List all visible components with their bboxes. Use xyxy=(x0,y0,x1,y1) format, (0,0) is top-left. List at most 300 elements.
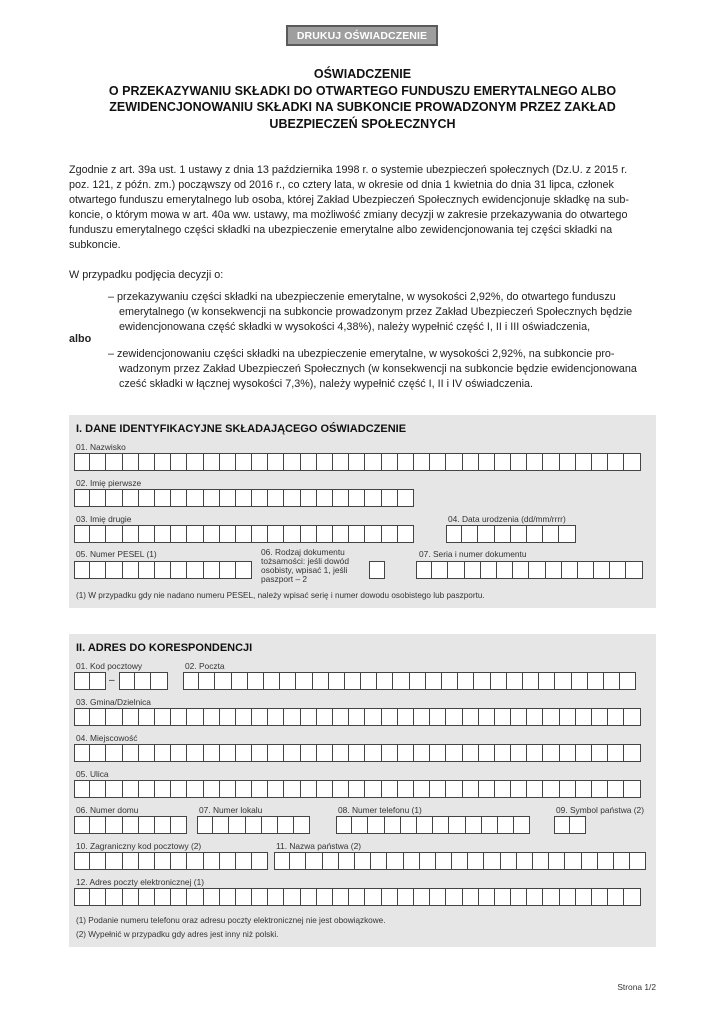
char-box[interactable] xyxy=(543,888,559,906)
char-box[interactable] xyxy=(482,816,498,834)
char-box[interactable] xyxy=(608,708,624,726)
char-box[interactable] xyxy=(448,561,464,579)
char-box[interactable] xyxy=(90,744,106,762)
char-box[interactable] xyxy=(533,852,549,870)
char-box[interactable] xyxy=(507,672,523,690)
char-box[interactable] xyxy=(106,453,122,471)
char-box[interactable] xyxy=(604,672,620,690)
commune-field[interactable] xyxy=(74,708,641,726)
char-box[interactable] xyxy=(495,453,511,471)
char-box[interactable] xyxy=(576,744,592,762)
char-box[interactable] xyxy=(349,525,365,543)
char-box[interactable] xyxy=(90,525,106,543)
char-box[interactable] xyxy=(220,489,236,507)
char-box[interactable] xyxy=(336,816,352,834)
char-box[interactable] xyxy=(371,852,387,870)
char-box[interactable] xyxy=(284,525,300,543)
char-box[interactable] xyxy=(468,852,484,870)
char-box[interactable] xyxy=(268,888,284,906)
char-box[interactable] xyxy=(139,453,155,471)
char-box[interactable] xyxy=(495,780,511,798)
char-box[interactable] xyxy=(517,852,533,870)
city-field[interactable] xyxy=(74,744,641,762)
char-box[interactable] xyxy=(155,744,171,762)
char-box[interactable] xyxy=(463,453,479,471)
char-box[interactable] xyxy=(90,672,106,690)
char-box[interactable] xyxy=(560,453,576,471)
char-box[interactable] xyxy=(484,852,500,870)
char-box[interactable] xyxy=(262,816,278,834)
char-box[interactable] xyxy=(333,744,349,762)
char-box[interactable] xyxy=(511,708,527,726)
char-box[interactable] xyxy=(171,744,187,762)
char-box[interactable] xyxy=(495,525,511,543)
char-box[interactable] xyxy=(171,561,187,579)
char-box[interactable] xyxy=(284,744,300,762)
char-box[interactable] xyxy=(365,525,381,543)
char-box[interactable] xyxy=(301,453,317,471)
char-box[interactable] xyxy=(398,780,414,798)
char-box[interactable] xyxy=(491,672,507,690)
char-box[interactable] xyxy=(187,852,203,870)
char-box[interactable] xyxy=(317,489,333,507)
char-box[interactable] xyxy=(171,708,187,726)
country-symbol-field[interactable] xyxy=(554,816,586,834)
char-box[interactable] xyxy=(549,852,565,870)
char-box[interactable] xyxy=(377,672,393,690)
char-box[interactable] xyxy=(382,888,398,906)
char-box[interactable] xyxy=(74,816,90,834)
char-box[interactable] xyxy=(268,453,284,471)
char-box[interactable] xyxy=(74,744,90,762)
char-box[interactable] xyxy=(317,525,333,543)
char-box[interactable] xyxy=(594,561,610,579)
char-box[interactable] xyxy=(543,453,559,471)
char-box[interactable] xyxy=(426,672,442,690)
char-box[interactable] xyxy=(529,561,545,579)
char-box[interactable] xyxy=(139,888,155,906)
char-box[interactable] xyxy=(523,672,539,690)
char-box[interactable] xyxy=(433,816,449,834)
char-box[interactable] xyxy=(333,708,349,726)
char-box[interactable] xyxy=(204,561,220,579)
country-name-field[interactable] xyxy=(274,852,646,870)
document-type-field[interactable] xyxy=(369,561,385,579)
char-box[interactable] xyxy=(306,852,322,870)
char-box[interactable] xyxy=(349,708,365,726)
char-box[interactable] xyxy=(236,525,252,543)
char-box[interactable] xyxy=(417,816,433,834)
char-box[interactable] xyxy=(598,852,614,870)
char-box[interactable] xyxy=(446,888,462,906)
char-box[interactable] xyxy=(345,672,361,690)
char-box[interactable] xyxy=(626,561,642,579)
char-box[interactable] xyxy=(576,888,592,906)
char-box[interactable] xyxy=(560,888,576,906)
char-box[interactable] xyxy=(236,780,252,798)
char-box[interactable] xyxy=(430,453,446,471)
char-box[interactable] xyxy=(562,561,578,579)
char-box[interactable] xyxy=(139,744,155,762)
char-box[interactable] xyxy=(527,525,543,543)
char-box[interactable] xyxy=(187,744,203,762)
char-box[interactable] xyxy=(479,888,495,906)
char-box[interactable] xyxy=(361,672,377,690)
char-box[interactable] xyxy=(220,525,236,543)
char-box[interactable] xyxy=(123,816,139,834)
char-box[interactable] xyxy=(123,708,139,726)
char-box[interactable] xyxy=(317,708,333,726)
char-box[interactable] xyxy=(333,525,349,543)
char-box[interactable] xyxy=(236,744,252,762)
char-box[interactable] xyxy=(513,561,529,579)
char-box[interactable] xyxy=(187,780,203,798)
char-box[interactable] xyxy=(90,852,106,870)
foreign-postal-code-field[interactable] xyxy=(74,852,268,870)
char-box[interactable] xyxy=(204,888,220,906)
char-box[interactable] xyxy=(155,489,171,507)
char-box[interactable] xyxy=(252,744,268,762)
second-name-field[interactable] xyxy=(74,525,414,543)
char-box[interactable] xyxy=(284,489,300,507)
char-box[interactable] xyxy=(592,780,608,798)
email-field[interactable] xyxy=(74,888,641,906)
char-box[interactable] xyxy=(187,888,203,906)
char-box[interactable] xyxy=(576,780,592,798)
char-box[interactable] xyxy=(155,708,171,726)
char-box[interactable] xyxy=(511,744,527,762)
char-box[interactable] xyxy=(106,852,122,870)
char-box[interactable] xyxy=(90,888,106,906)
char-box[interactable] xyxy=(511,780,527,798)
char-box[interactable] xyxy=(139,852,155,870)
char-box[interactable] xyxy=(382,780,398,798)
char-box[interactable] xyxy=(624,453,640,471)
char-box[interactable] xyxy=(446,744,462,762)
char-box[interactable] xyxy=(442,672,458,690)
char-box[interactable] xyxy=(187,489,203,507)
char-box[interactable] xyxy=(608,744,624,762)
char-box[interactable] xyxy=(204,780,220,798)
char-box[interactable] xyxy=(106,525,122,543)
char-box[interactable] xyxy=(90,453,106,471)
char-box[interactable] xyxy=(236,489,252,507)
char-box[interactable] xyxy=(90,816,106,834)
char-box[interactable] xyxy=(355,852,371,870)
char-box[interactable] xyxy=(527,780,543,798)
char-box[interactable] xyxy=(106,816,122,834)
char-box[interactable] xyxy=(220,780,236,798)
char-box[interactable] xyxy=(155,780,171,798)
char-box[interactable] xyxy=(90,561,106,579)
char-box[interactable] xyxy=(151,672,167,690)
char-box[interactable] xyxy=(301,780,317,798)
char-box[interactable] xyxy=(576,453,592,471)
char-box[interactable] xyxy=(404,852,420,870)
char-box[interactable] xyxy=(398,453,414,471)
char-box[interactable] xyxy=(495,708,511,726)
char-box[interactable] xyxy=(543,525,559,543)
char-box[interactable] xyxy=(555,672,571,690)
char-box[interactable] xyxy=(123,489,139,507)
char-box[interactable] xyxy=(511,453,527,471)
char-box[interactable] xyxy=(462,525,478,543)
char-box[interactable] xyxy=(498,816,514,834)
char-box[interactable] xyxy=(74,672,90,690)
char-box[interactable] xyxy=(365,744,381,762)
char-box[interactable] xyxy=(382,489,398,507)
char-box[interactable] xyxy=(229,816,245,834)
char-box[interactable] xyxy=(301,744,317,762)
char-box[interactable] xyxy=(252,525,268,543)
char-box[interactable] xyxy=(430,744,446,762)
char-box[interactable] xyxy=(204,708,220,726)
char-box[interactable] xyxy=(349,453,365,471)
char-box[interactable] xyxy=(268,708,284,726)
char-box[interactable] xyxy=(582,852,598,870)
char-box[interactable] xyxy=(398,744,414,762)
char-box[interactable] xyxy=(592,708,608,726)
char-box[interactable] xyxy=(560,744,576,762)
char-box[interactable] xyxy=(592,744,608,762)
pesel-field[interactable] xyxy=(74,561,252,579)
char-box[interactable] xyxy=(592,453,608,471)
char-box[interactable] xyxy=(139,816,155,834)
char-box[interactable] xyxy=(546,561,562,579)
char-box[interactable] xyxy=(106,888,122,906)
char-box[interactable] xyxy=(410,672,426,690)
char-box[interactable] xyxy=(278,816,294,834)
char-box[interactable] xyxy=(414,708,430,726)
birth-date-field[interactable] xyxy=(446,525,576,543)
char-box[interactable] xyxy=(284,780,300,798)
char-box[interactable] xyxy=(248,672,264,690)
char-box[interactable] xyxy=(333,780,349,798)
char-box[interactable] xyxy=(432,561,448,579)
char-box[interactable] xyxy=(119,672,135,690)
char-box[interactable] xyxy=(624,708,640,726)
char-box[interactable] xyxy=(620,672,636,690)
char-box[interactable] xyxy=(333,888,349,906)
char-box[interactable] xyxy=(246,816,262,834)
char-box[interactable] xyxy=(554,816,570,834)
char-box[interactable] xyxy=(349,489,365,507)
char-box[interactable] xyxy=(280,672,296,690)
char-box[interactable] xyxy=(252,888,268,906)
char-box[interactable] xyxy=(123,561,139,579)
char-box[interactable] xyxy=(368,816,384,834)
char-box[interactable] xyxy=(294,816,310,834)
char-box[interactable] xyxy=(463,780,479,798)
char-box[interactable] xyxy=(382,708,398,726)
char-box[interactable] xyxy=(398,489,414,507)
char-box[interactable] xyxy=(204,453,220,471)
char-box[interactable] xyxy=(527,744,543,762)
char-box[interactable] xyxy=(458,672,474,690)
char-box[interactable] xyxy=(624,744,640,762)
char-box[interactable] xyxy=(414,888,430,906)
char-box[interactable] xyxy=(317,744,333,762)
char-box[interactable] xyxy=(171,888,187,906)
char-box[interactable] xyxy=(268,525,284,543)
char-box[interactable] xyxy=(301,708,317,726)
char-box[interactable] xyxy=(333,453,349,471)
char-box[interactable] xyxy=(539,672,555,690)
char-box[interactable] xyxy=(187,453,203,471)
char-box[interactable] xyxy=(74,453,90,471)
char-box[interactable] xyxy=(608,780,624,798)
char-box[interactable] xyxy=(123,525,139,543)
char-box[interactable] xyxy=(90,780,106,798)
char-box[interactable] xyxy=(199,672,215,690)
print-declaration-button[interactable]: DRUKUJ OŚWIADCZENIE xyxy=(286,25,438,46)
char-box[interactable] xyxy=(463,888,479,906)
char-box[interactable] xyxy=(588,672,604,690)
char-box[interactable] xyxy=(393,672,409,690)
char-box[interactable] xyxy=(452,852,468,870)
char-box[interactable] xyxy=(236,852,252,870)
char-box[interactable] xyxy=(608,453,624,471)
char-box[interactable] xyxy=(252,852,268,870)
char-box[interactable] xyxy=(474,672,490,690)
char-box[interactable] xyxy=(155,453,171,471)
char-box[interactable] xyxy=(352,816,368,834)
char-box[interactable] xyxy=(339,852,355,870)
char-box[interactable] xyxy=(365,708,381,726)
char-box[interactable] xyxy=(511,525,527,543)
char-box[interactable] xyxy=(284,888,300,906)
char-box[interactable] xyxy=(220,852,236,870)
char-box[interactable] xyxy=(365,780,381,798)
char-box[interactable] xyxy=(284,453,300,471)
char-box[interactable] xyxy=(495,744,511,762)
char-box[interactable] xyxy=(139,525,155,543)
char-box[interactable] xyxy=(290,852,306,870)
char-box[interactable] xyxy=(463,708,479,726)
char-box[interactable] xyxy=(171,780,187,798)
char-box[interactable] xyxy=(74,489,90,507)
char-box[interactable] xyxy=(501,852,517,870)
char-box[interactable] xyxy=(349,744,365,762)
char-box[interactable] xyxy=(204,489,220,507)
char-box[interactable] xyxy=(106,561,122,579)
char-box[interactable] xyxy=(220,744,236,762)
char-box[interactable] xyxy=(560,780,576,798)
char-box[interactable] xyxy=(527,708,543,726)
char-box[interactable] xyxy=(187,525,203,543)
char-box[interactable] xyxy=(74,780,90,798)
char-box[interactable] xyxy=(446,525,462,543)
char-box[interactable] xyxy=(197,816,213,834)
char-box[interactable] xyxy=(106,489,122,507)
char-box[interactable] xyxy=(365,453,381,471)
char-box[interactable] xyxy=(171,525,187,543)
char-box[interactable] xyxy=(323,852,339,870)
char-box[interactable] xyxy=(171,816,187,834)
char-box[interactable] xyxy=(220,888,236,906)
char-box[interactable] xyxy=(155,852,171,870)
char-box[interactable] xyxy=(382,744,398,762)
char-box[interactable] xyxy=(385,816,401,834)
char-box[interactable] xyxy=(560,708,576,726)
char-box[interactable] xyxy=(74,852,90,870)
char-box[interactable] xyxy=(171,453,187,471)
char-box[interactable] xyxy=(349,780,365,798)
char-box[interactable] xyxy=(252,708,268,726)
char-box[interactable] xyxy=(220,453,236,471)
street-field[interactable] xyxy=(74,780,641,798)
char-box[interactable] xyxy=(398,525,414,543)
postal-code-part1[interactable] xyxy=(74,672,106,690)
post-office-field[interactable] xyxy=(183,672,636,690)
char-box[interactable] xyxy=(236,561,252,579)
char-box[interactable] xyxy=(317,453,333,471)
char-box[interactable] xyxy=(333,489,349,507)
char-box[interactable] xyxy=(155,525,171,543)
char-box[interactable] xyxy=(414,453,430,471)
char-box[interactable] xyxy=(236,888,252,906)
phone-field[interactable] xyxy=(336,816,530,834)
char-box[interactable] xyxy=(296,672,312,690)
char-box[interactable] xyxy=(301,489,317,507)
char-box[interactable] xyxy=(74,888,90,906)
char-box[interactable] xyxy=(349,888,365,906)
char-box[interactable] xyxy=(446,453,462,471)
char-box[interactable] xyxy=(608,888,624,906)
char-box[interactable] xyxy=(543,780,559,798)
char-box[interactable] xyxy=(614,852,630,870)
char-box[interactable] xyxy=(236,708,252,726)
char-box[interactable] xyxy=(570,816,586,834)
char-box[interactable] xyxy=(187,561,203,579)
char-box[interactable] xyxy=(543,708,559,726)
surname-field[interactable] xyxy=(74,453,641,471)
char-box[interactable] xyxy=(213,816,229,834)
char-box[interactable] xyxy=(252,489,268,507)
char-box[interactable] xyxy=(317,780,333,798)
char-box[interactable] xyxy=(155,888,171,906)
char-box[interactable] xyxy=(139,489,155,507)
char-box[interactable] xyxy=(220,561,236,579)
char-box[interactable] xyxy=(252,780,268,798)
char-box[interactable] xyxy=(514,816,530,834)
char-box[interactable] xyxy=(565,852,581,870)
char-box[interactable] xyxy=(369,561,385,579)
char-box[interactable] xyxy=(365,489,381,507)
char-box[interactable] xyxy=(543,744,559,762)
char-box[interactable] xyxy=(155,561,171,579)
char-box[interactable] xyxy=(576,708,592,726)
char-box[interactable] xyxy=(610,561,626,579)
char-box[interactable] xyxy=(313,672,329,690)
char-box[interactable] xyxy=(365,888,381,906)
char-box[interactable] xyxy=(592,888,608,906)
char-box[interactable] xyxy=(220,708,236,726)
apartment-number-field[interactable] xyxy=(197,816,310,834)
char-box[interactable] xyxy=(398,708,414,726)
char-box[interactable] xyxy=(479,744,495,762)
char-box[interactable] xyxy=(187,708,203,726)
char-box[interactable] xyxy=(284,708,300,726)
document-number-field[interactable] xyxy=(416,561,643,579)
char-box[interactable] xyxy=(465,561,481,579)
char-box[interactable] xyxy=(624,888,640,906)
char-box[interactable] xyxy=(478,525,494,543)
char-box[interactable] xyxy=(236,453,252,471)
char-box[interactable] xyxy=(578,561,594,579)
char-box[interactable] xyxy=(274,852,290,870)
char-box[interactable] xyxy=(527,453,543,471)
